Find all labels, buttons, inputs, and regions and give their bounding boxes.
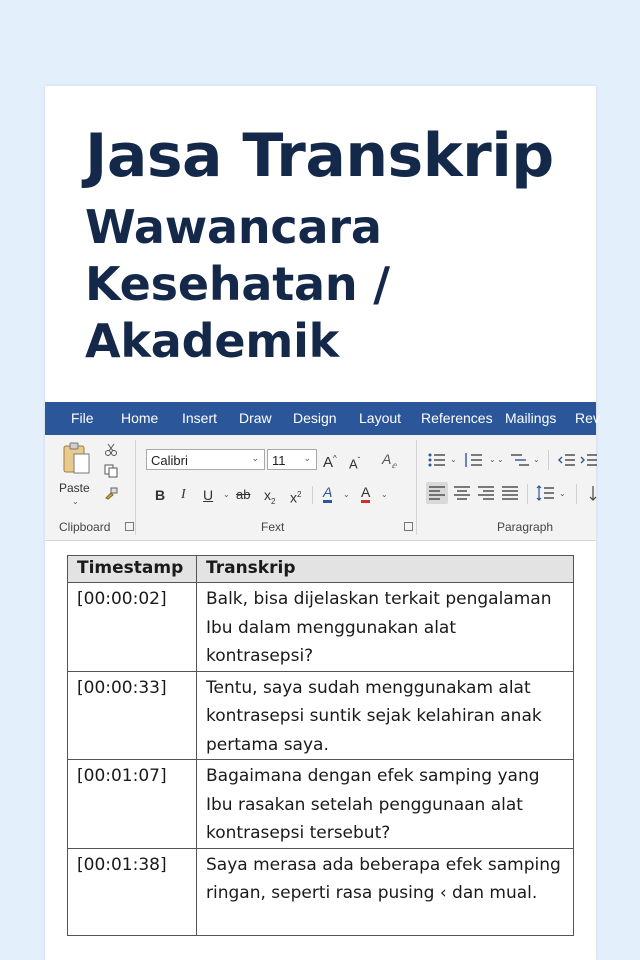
table-header-row <box>68 556 574 583</box>
ribbon-menu-bar <box>45 402 600 435</box>
page-title: Jasa Transkrip <box>85 121 554 191</box>
bullets-caret-icon[interactable]: ⌄ <box>450 455 457 464</box>
timestamp-cell: [00:01:07] <box>68 760 197 849</box>
subscript-mark: 2 <box>271 496 276 506</box>
numbering-caret-icon-2[interactable]: ⌄ <box>497 455 504 464</box>
decrease-indent-icon[interactable] <box>558 452 576 468</box>
ribbon-separator <box>312 486 313 504</box>
bullets-icon[interactable] <box>428 452 446 468</box>
table-row <box>68 848 574 935</box>
ribbon-separator <box>527 484 528 504</box>
chevron-down-icon: ⌄ <box>251 453 259 463</box>
ribbon-separator <box>416 440 417 535</box>
subscript-label: x <box>264 487 271 503</box>
italic-button[interactable]: I <box>181 487 186 502</box>
transcript-table <box>67 555 574 936</box>
underline-caret-icon[interactable]: ⌄ <box>223 490 230 499</box>
column-header-transkrip: Transkrip <box>197 556 574 583</box>
ribbon-separator <box>135 440 136 535</box>
column-header-timestamp: Timestamp <box>68 556 197 583</box>
menu-design[interactable]: Design <box>293 410 337 426</box>
clipboard-icon <box>61 442 93 476</box>
superscript-mark: 2 <box>297 490 302 499</box>
page-subtitle <box>85 199 390 370</box>
align-center-icon[interactable] <box>454 486 470 500</box>
menu-references[interactable]: References <box>421 410 493 426</box>
word-ribbon <box>45 402 600 541</box>
transcript-cell: Bagaimana dengan efek samping yang Ibu rasakan setelah penggunaan alat kontrasepsi tersebut? <box>197 760 574 849</box>
shrink-font-button[interactable]: $A^ˇ$ <box>349 456 361 472</box>
align-right-icon[interactable] <box>478 486 494 500</box>
table-row <box>68 583 574 672</box>
menu-home[interactable]: Home <box>121 410 159 426</box>
paragraph-group-label: Paragraph <box>497 520 554 534</box>
sort-icon[interactable] <box>588 485 598 501</box>
justify-icon[interactable] <box>502 486 518 500</box>
copy-icon[interactable] <box>104 464 118 478</box>
paste-caret-icon: ⌄ <box>72 497 79 506</box>
format-painter-icon[interactable] <box>104 486 118 500</box>
subtitle-line-1: Wawancara <box>85 200 382 254</box>
grow-font-button[interactable]: A^ <box>323 454 337 471</box>
transcript-cell: Tentu, saya sudah menggunakam alat kontrasepsi suntik sejak kelahiran anak pertama saya. <box>197 671 574 760</box>
numbering-icon[interactable] <box>465 452 483 468</box>
table-row <box>68 671 574 760</box>
multilevel-list-icon[interactable] <box>510 452 530 468</box>
line-spacing-icon[interactable] <box>536 485 554 501</box>
superscript-label: x <box>290 489 297 506</box>
ribbon-separator <box>576 484 577 504</box>
font-size-value: 11 <box>272 453 286 468</box>
shrink-font-label: A <box>349 456 358 472</box>
ribbon-separator <box>548 450 549 470</box>
document-card <box>45 86 600 960</box>
grow-font-label: A <box>323 454 334 471</box>
subtitle-line-3: Akademik <box>85 314 340 368</box>
cut-icon[interactable] <box>104 442 118 456</box>
strikethrough-button[interactable]: ab <box>236 487 251 502</box>
paste-button[interactable] <box>55 442 99 506</box>
timestamp-cell: [00:00:02] <box>68 583 197 672</box>
transcript-cell: Saya merasa ada beberapa efek samping ringan, seperti rasa pusing ‹ dan mual. <box>197 848 574 935</box>
text-highlight-button[interactable]: A <box>323 484 332 503</box>
clipboard-group-label: Clipboard <box>59 520 111 534</box>
menu-mailings[interactable]: Mailings <box>505 410 557 426</box>
highlight-caret-icon[interactable]: ⌄ <box>343 490 350 499</box>
font-color-caret-icon[interactable]: ⌄ <box>381 490 388 499</box>
line-spacing-caret-icon[interactable]: ⌄ <box>559 489 566 498</box>
superscript-button[interactable] <box>290 486 301 507</box>
multilevel-caret-icon[interactable]: ⌄ <box>533 455 540 464</box>
align-left-button[interactable] <box>426 482 448 504</box>
menu-file[interactable]: File <box>71 410 94 426</box>
bold-button[interactable]: B <box>155 487 166 503</box>
align-left-icon <box>429 486 445 500</box>
transcript-cell: Balk, bisa dijelaskan terkait pengalaman Ibu dalam menggunakan alat kontrasepsi? <box>197 583 574 672</box>
clear-formatting-icon[interactable]: $A_ⅇ$ <box>382 451 397 470</box>
timestamp-cell: [00:01:38] <box>68 848 197 935</box>
table-row <box>68 760 574 849</box>
increase-indent-icon[interactable] <box>580 452 598 468</box>
font-group-label: Fext <box>261 520 285 534</box>
menu-insert[interactable]: Insert <box>182 410 218 426</box>
font-color-button[interactable]: A <box>361 484 370 503</box>
menu-review[interactable]: Rev <box>575 410 600 426</box>
font-name-value: Calibri <box>151 453 188 468</box>
menu-draw[interactable]: Draw <box>239 410 272 426</box>
menu-layout[interactable]: Layout <box>359 410 402 426</box>
paste-label: Paste <box>59 481 90 495</box>
font-name-combo[interactable] <box>146 449 265 470</box>
chevron-down-icon: ⌄ <box>303 453 311 463</box>
subscript-button[interactable] <box>264 486 275 511</box>
font-dialog-launcher-icon[interactable] <box>404 522 413 531</box>
clipboard-dialog-launcher-icon[interactable] <box>125 522 134 531</box>
subtitle-line-2: Kesehatan / <box>85 257 390 311</box>
timestamp-cell: [00:00:33] <box>68 671 197 760</box>
underline-button[interactable]: U <box>203 487 214 503</box>
numbering-caret-icon[interactable]: ⌄ <box>489 455 496 464</box>
font-size-combo[interactable] <box>267 449 317 470</box>
